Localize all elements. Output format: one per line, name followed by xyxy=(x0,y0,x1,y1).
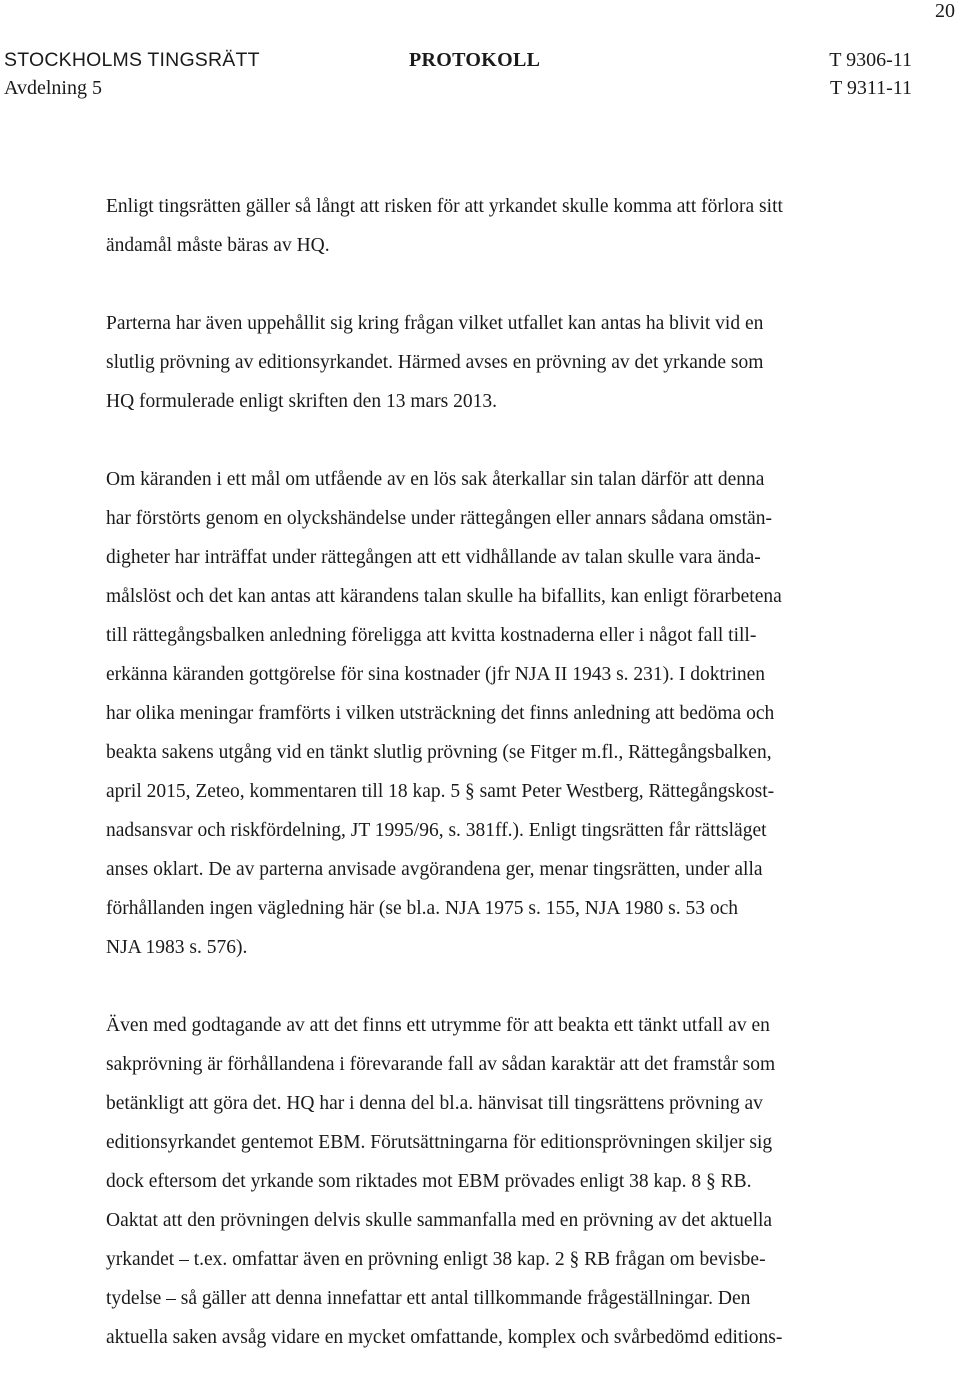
text-line: Oaktat att den prövningen delvis skulle sammanfalla med en prövning av det aktuella xyxy=(106,1210,773,1231)
text-line: aktuella saken avsåg vidare en mycket omfattande, komplex och svårbedömd editions- xyxy=(106,1327,783,1348)
header-row-2 xyxy=(4,74,912,102)
text-line: tydelse – så gäller att denna innefattar ett antal tillkommande frågeställningar. Den xyxy=(106,1288,751,1309)
text-line: har olika meningar framförts i vilken utsträckning det finns anledning att bedöma och xyxy=(106,703,775,724)
text-line: dock eftersom det yrkande som riktades mot EBM prövades enligt 38 kap. 8 § RB. xyxy=(106,1171,752,1192)
paragraph xyxy=(106,460,886,967)
paragraph xyxy=(106,187,886,265)
text-line: målslöst och det kan antas att kärandens talan skulle ha bifallits, kan enligt förarbetena xyxy=(106,586,782,607)
text-line: förhållanden ingen vägledning här (se bl.a. NJA 1975 s. 155, NJA 1980 s. 53 och xyxy=(106,898,739,919)
text-line: Enligt tingsrätten gäller så långt att risken för att yrkandet skulle komma att förlora sitt xyxy=(106,196,783,217)
page-number: 20 xyxy=(935,0,955,22)
text-line: anses oklart. De av parterna anvisade avgörandena ger, menar tingsrätten, under alla xyxy=(106,859,763,880)
paragraph xyxy=(106,304,886,421)
text-line: betänkligt att göra det. HQ har i denna del bl.a. hänvisat till tingsrättens prövning av xyxy=(106,1093,763,1114)
header-row-1 xyxy=(4,46,912,74)
case-number-2: T 9311-11 xyxy=(829,77,912,99)
text-line: april 2015, Zeteo, kommentaren till 18 kap. 5 § samt Peter Westberg, Rättegångskost- xyxy=(106,781,775,802)
text-line: editionsyrkandet gentemot EBM. Förutsättningarna för editionsprövningen skiljer sig xyxy=(106,1132,773,1153)
case-number-1: T 9306-11 xyxy=(829,49,912,71)
text-line: Även med godtagande av att det finns ett utrymme för att beakta ett tänkt utfall av en xyxy=(106,1015,770,1036)
text-line: slutlig prövning av editionsyrkandet. Härmed avses en prövning av det yrkande som xyxy=(106,352,764,373)
text-line: yrkandet – t.ex. omfattar även en prövning enligt 38 kap. 2 § RB frågan om bevisbe- xyxy=(106,1249,766,1270)
division: Avdelning 5 xyxy=(4,77,102,99)
text-line: beakta sakens utgång vid en tänkt slutlig prövning (se Fitger m.fl., Rättegångsbalken, xyxy=(106,742,772,763)
paragraph xyxy=(106,1006,886,1357)
text-line: sakprövning är förhållandena i förevarande fall av sådan karaktär att det framstår som xyxy=(106,1054,776,1075)
document-header xyxy=(4,46,912,102)
document-type: PROTOKOLL xyxy=(409,49,541,71)
document-body xyxy=(106,187,886,1396)
text-line: NJA 1983 s. 576). xyxy=(106,937,248,958)
court-name: STOCKHOLMS TINGSRÄTT xyxy=(4,49,260,71)
text-line: erkänna käranden gottgörelse för sina kostnader (jfr NJA II 1943 s. 231). I doktrinen xyxy=(106,664,766,685)
text-line: Parterna har även uppehållit sig kring frågan vilket utfallet kan antas ha blivit vid en xyxy=(106,313,764,334)
text-line: till rättegångsbalken anledning föreligga att kvitta kostnaderna eller i något fall till- xyxy=(106,625,757,646)
text-line: digheter har inträffat under rättegången att ett vidhållande av talan skulle vara ända- xyxy=(106,547,761,568)
text-line: har förstörts genom en olyckshändelse under rättegången eller annars sådana omstän- xyxy=(106,508,773,529)
text-line: ändamål måste bäras av HQ. xyxy=(106,235,330,256)
text-line: nadsansvar och riskfördelning, JT 1995/96, s. 381ff.). Enligt tingsrätten får rättsläget xyxy=(106,820,767,841)
text-line: HQ formulerade enligt skriften den 13 mars 2013. xyxy=(106,391,497,412)
text-line: Om käranden i ett mål om utfående av en lös sak återkallar sin talan därför att denna xyxy=(106,469,765,490)
